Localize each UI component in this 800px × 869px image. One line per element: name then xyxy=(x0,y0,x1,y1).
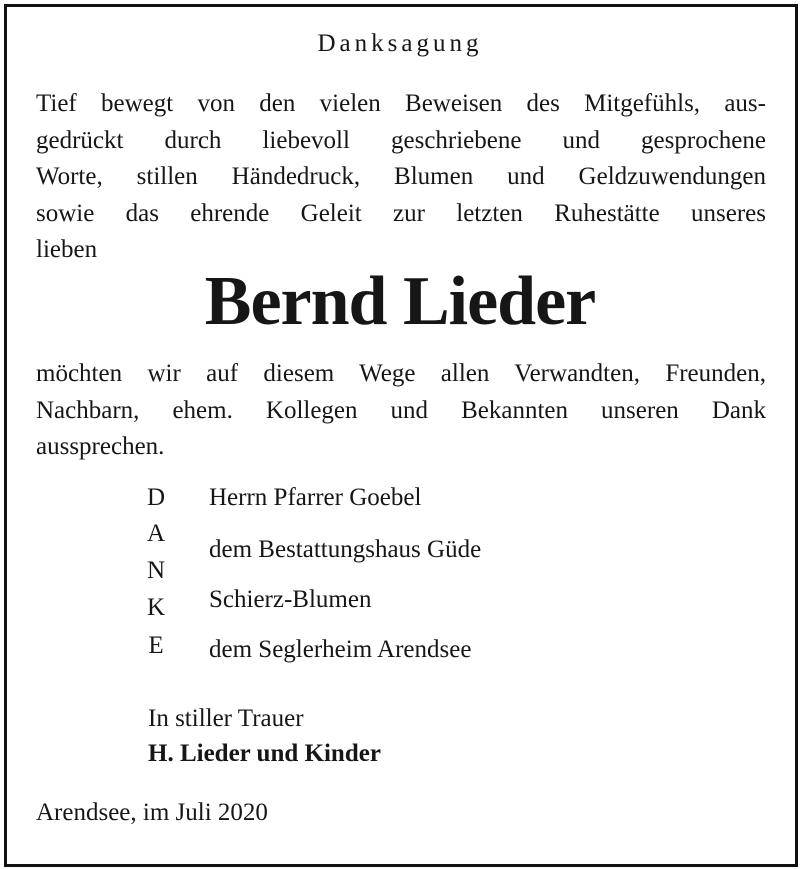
thanks-item: dem Seglerheim Arendsee xyxy=(209,636,472,663)
thanks-item: dem Bestattungshaus Güde xyxy=(209,536,482,563)
place-date: Arendsee, im Juli 2020 xyxy=(36,799,268,826)
notice-heading: Danksagung xyxy=(317,30,483,57)
intro-line: sowie das ehrende Geleit zur letzten Ruhestätte unseres xyxy=(36,199,766,227)
intro-line: Worte, stillen Händedruck, Blumen und Geldzuwendungen xyxy=(36,163,766,190)
closing-paragraph xyxy=(36,356,766,466)
intro-line: lieben xyxy=(36,236,98,263)
danke-letter: A xyxy=(146,520,166,547)
signature-names: H. Lieder und Kinder xyxy=(148,740,381,767)
danke-letter: N xyxy=(146,557,166,584)
thanks-item: Schierz-Blumen xyxy=(209,586,372,613)
mourning-phrase: In stiller Trauer xyxy=(148,705,304,732)
intro-line: gedrückt durch liebevoll geschriebene und gesprochene xyxy=(36,126,766,154)
closing-line: aussprechen. xyxy=(36,433,165,460)
closing-line: Nachbarn, ehem. Kollegen und Bekannten unseren Dank xyxy=(36,396,766,424)
closing-line: möchten wir auf diesem Wege allen Verwandten, Freunden, xyxy=(36,360,766,387)
thanks-item: Herrn Pfarrer Goebel xyxy=(209,484,422,511)
deceased-name: Bernd Lieder xyxy=(204,263,596,340)
intro-line: Tief bewegt von den vielen Beweisen des Mitgefühls, aus- xyxy=(36,90,766,117)
danke-letter: K xyxy=(146,594,166,621)
danke-letter: D xyxy=(146,484,166,511)
danke-letter: E xyxy=(148,632,164,659)
intro-paragraph xyxy=(36,86,766,269)
